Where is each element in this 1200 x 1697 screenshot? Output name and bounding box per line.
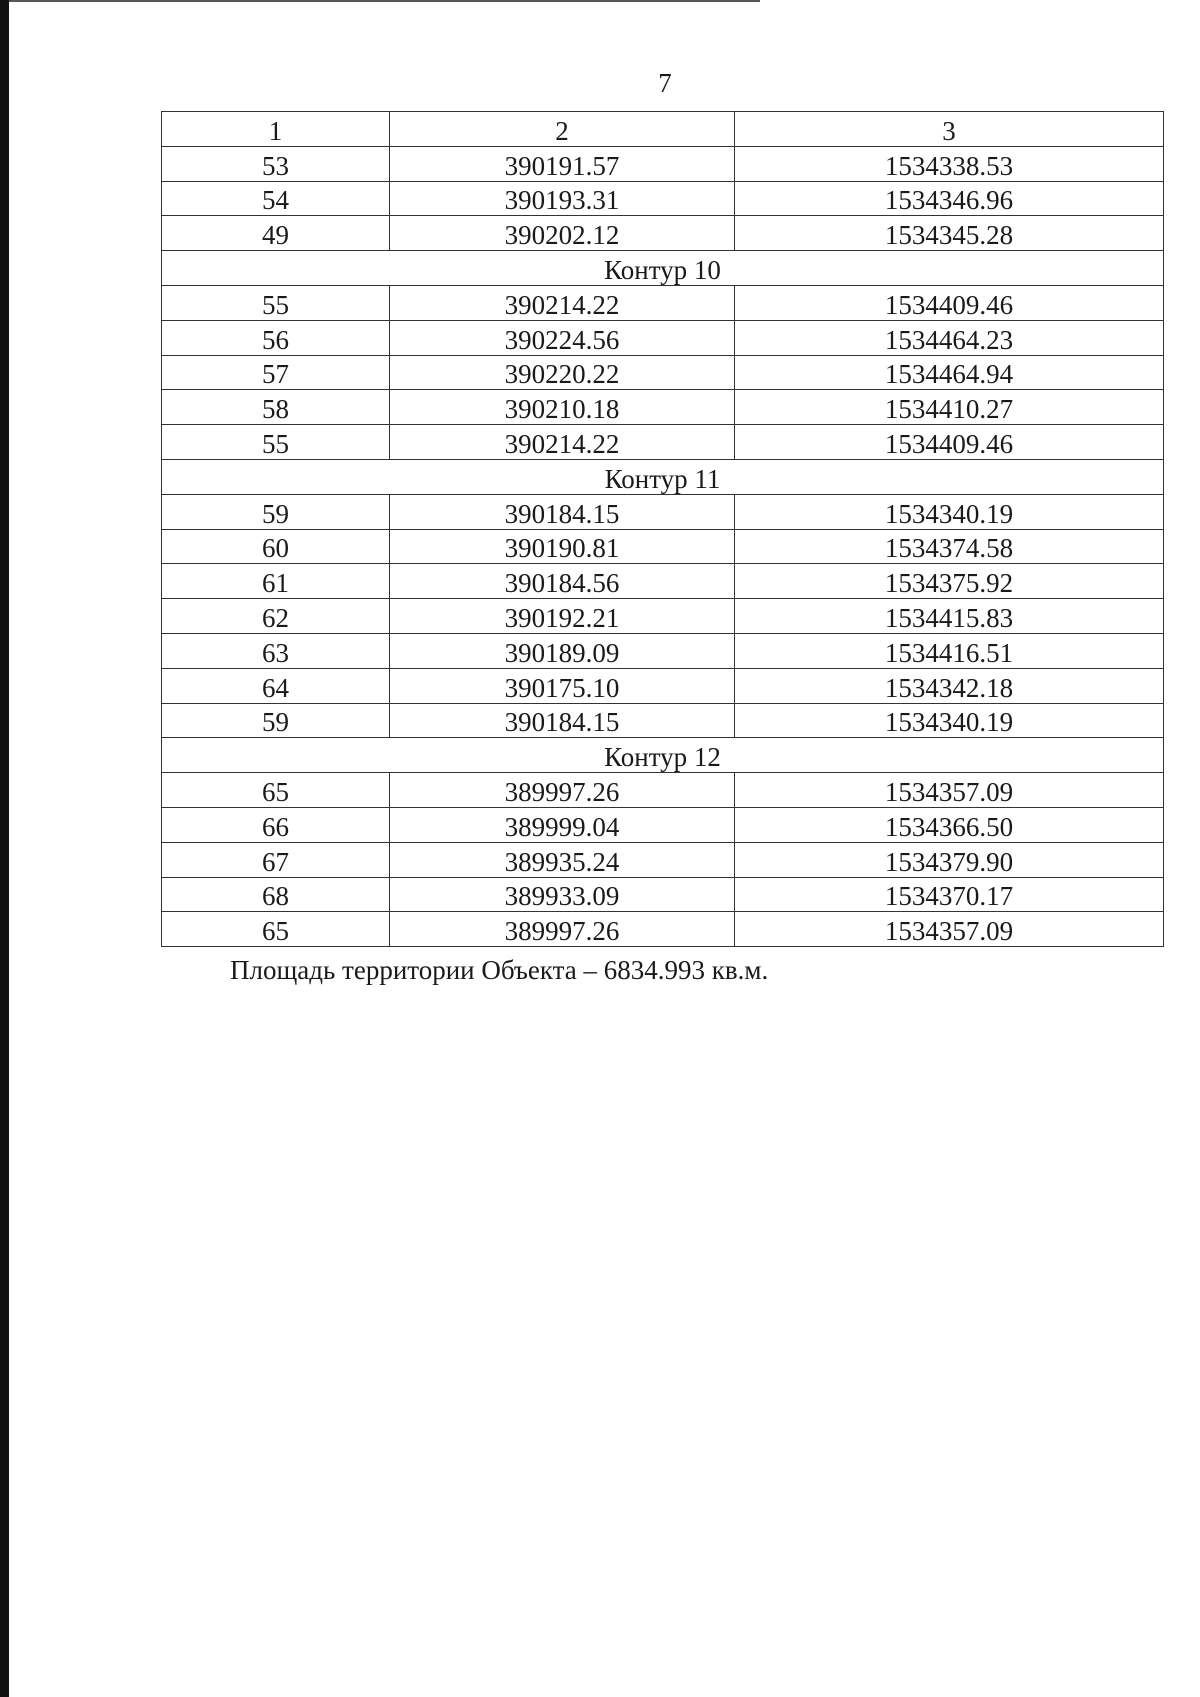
table-row (162, 877, 1164, 912)
table-row (162, 668, 1164, 703)
table-body (162, 146, 1164, 946)
x-coordinate-cell: 390190.81 (390, 529, 735, 564)
point-number-cell: 61 (162, 564, 390, 599)
table-row (162, 425, 1164, 460)
point-number-cell: 56 (162, 320, 390, 355)
table-row (162, 773, 1164, 808)
contour-section-row (162, 738, 1164, 773)
y-coordinate-cell: 1534415.83 (735, 599, 1164, 634)
point-number-cell: 58 (162, 390, 390, 425)
x-coordinate-cell: 389999.04 (390, 807, 735, 842)
table-row (162, 216, 1164, 251)
point-number-cell: 68 (162, 877, 390, 912)
column-header-point: 1 (162, 112, 390, 147)
x-coordinate-cell: 390220.22 (390, 355, 735, 390)
table-row (162, 320, 1164, 355)
point-number-cell: 60 (162, 529, 390, 564)
point-number-cell: 57 (162, 355, 390, 390)
point-number-cell: 54 (162, 181, 390, 216)
point-number-cell: 63 (162, 633, 390, 668)
y-coordinate-cell: 1534375.92 (735, 564, 1164, 599)
y-coordinate-cell: 1534416.51 (735, 633, 1164, 668)
table-row (162, 807, 1164, 842)
y-coordinate-cell: 1534346.96 (735, 181, 1164, 216)
scan-edge-top (0, 0, 760, 2)
point-number-cell: 64 (162, 668, 390, 703)
y-coordinate-cell: 1534340.19 (735, 703, 1164, 738)
x-coordinate-cell: 390192.21 (390, 599, 735, 634)
table-row (162, 494, 1164, 529)
point-number-cell: 67 (162, 842, 390, 877)
x-coordinate-cell: 390193.31 (390, 181, 735, 216)
x-coordinate-cell: 390191.57 (390, 146, 735, 181)
contour-label: Контур 12 (162, 738, 1164, 773)
point-number-cell: 66 (162, 807, 390, 842)
y-coordinate-cell: 1534379.90 (735, 842, 1164, 877)
x-coordinate-cell: 390202.12 (390, 216, 735, 251)
table-row (162, 599, 1164, 634)
y-coordinate-cell: 1534357.09 (735, 912, 1164, 947)
column-header-x: 2 (390, 112, 735, 147)
contour-section-row (162, 459, 1164, 494)
x-coordinate-cell: 390214.22 (390, 285, 735, 320)
column-header-y: 3 (735, 112, 1164, 147)
x-coordinate-cell: 390210.18 (390, 390, 735, 425)
x-coordinate-cell: 390189.09 (390, 633, 735, 668)
point-number-cell: 55 (162, 285, 390, 320)
area-statement: Площадь территории Объекта – 6834.993 кв.м. (230, 955, 769, 985)
y-coordinate-cell: 1534338.53 (735, 146, 1164, 181)
table-row (162, 355, 1164, 390)
table-row (162, 633, 1164, 668)
point-number-cell: 65 (162, 773, 390, 808)
x-coordinate-cell: 389997.26 (390, 912, 735, 947)
y-coordinate-cell: 1534340.19 (735, 494, 1164, 529)
point-number-cell: 55 (162, 425, 390, 460)
point-number-cell: 49 (162, 216, 390, 251)
y-coordinate-cell: 1534370.17 (735, 877, 1164, 912)
contour-label: Контур 11 (162, 459, 1164, 494)
contour-label: Контур 10 (162, 251, 1164, 286)
page-number: 7 (658, 68, 672, 98)
x-coordinate-cell: 389933.09 (390, 877, 735, 912)
table-row (162, 912, 1164, 947)
table-header-row (162, 112, 1164, 147)
y-coordinate-cell: 1534409.46 (735, 285, 1164, 320)
x-coordinate-cell: 390184.15 (390, 703, 735, 738)
y-coordinate-cell: 1534357.09 (735, 773, 1164, 808)
contour-section-row (162, 251, 1164, 286)
x-coordinate-cell: 390175.10 (390, 668, 735, 703)
y-coordinate-cell: 1534410.27 (735, 390, 1164, 425)
y-coordinate-cell: 1534345.28 (735, 216, 1164, 251)
coordinates-table (161, 111, 1164, 947)
point-number-cell: 65 (162, 912, 390, 947)
x-coordinate-cell: 390184.56 (390, 564, 735, 599)
y-coordinate-cell: 1534409.46 (735, 425, 1164, 460)
table-row (162, 703, 1164, 738)
x-coordinate-cell: 389997.26 (390, 773, 735, 808)
point-number-cell: 62 (162, 599, 390, 634)
table-row (162, 842, 1164, 877)
table-row (162, 529, 1164, 564)
x-coordinate-cell: 389935.24 (390, 842, 735, 877)
y-coordinate-cell: 1534464.23 (735, 320, 1164, 355)
table-row (162, 285, 1164, 320)
x-coordinate-cell: 390214.22 (390, 425, 735, 460)
y-coordinate-cell: 1534464.94 (735, 355, 1164, 390)
x-coordinate-cell: 390224.56 (390, 320, 735, 355)
y-coordinate-cell: 1534374.58 (735, 529, 1164, 564)
table-row (162, 390, 1164, 425)
scan-edge-left (0, 0, 9, 1697)
table-row (162, 146, 1164, 181)
table-row (162, 564, 1164, 599)
y-coordinate-cell: 1534366.50 (735, 807, 1164, 842)
point-number-cell: 53 (162, 146, 390, 181)
x-coordinate-cell: 390184.15 (390, 494, 735, 529)
y-coordinate-cell: 1534342.18 (735, 668, 1164, 703)
point-number-cell: 59 (162, 703, 390, 738)
table-row (162, 181, 1164, 216)
point-number-cell: 59 (162, 494, 390, 529)
